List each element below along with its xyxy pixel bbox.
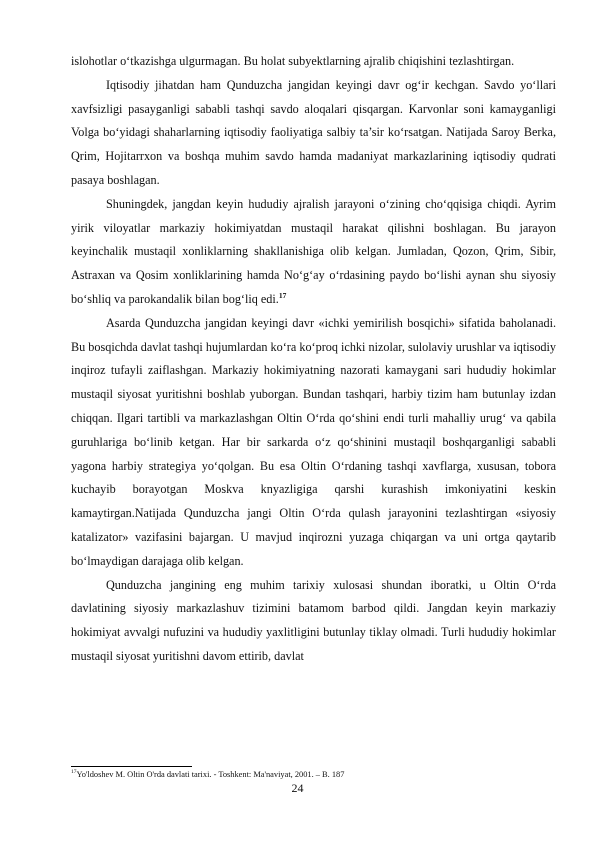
- paragraph-3: [71, 193, 556, 312]
- paragraph-4: Asarda Qunduzcha jangidan keyingi davr «ichki yemirilish bosqichi» sifatida baholanadi. Bu bosqichda davlat tashqi hujumlardan ko‘ra ko‘proq ichki nizolar, sulolaviy urushlar va iqtisodiy inqiroz tufayli zaiflashgan. Markaziy hokimiyatning nazorati kamaygani sari hududiy hokimlar mustaqil siyosat yuritishni boshlab yuborgan. Bundan tashqari, harbiy tizim ham butunlay izdan chiqqan. Ilgari tartibli va markazlashgan Oltin O‘rda qo‘shini endi turli mahalliy urug‘ va qabila guruhlariga bo‘linib ketgan. Har bir sarkarda o‘z qo‘shinini mustaqil boshqarganligi sababli yagona harbiy strategiya yo‘qolgan. Bu esa Oltin O‘rdaning tashqi xavflarga, xususan, tobora kuchayib borayotgan Moskva knyazligiga qarshi kurashish imkoniyatini keskin kamaytirgan.Natijada Qunduzcha jangi Oltin O‘rda qulash jarayonini tezlashtirgan «siyosiy katalizator» vazifasini bajargan. U mavjud inqirozni yuzaga chiqargan va uni ortga qaytarib bo‘lmaydigan darajaga olib kelgan.: [71, 315, 556, 568]
- footnote: [71, 769, 556, 780]
- paragraph-5: Qunduzcha jangining eng muhim tarixiy xulosasi shundan iboratki, u Oltin O‘rda davlatining siyosiy markazlashuv tizimini batamom barbod qildi. Jangdan keyin markaziy hokimiyat avvalgi nufuzini va hududiy yaxlitligini butunlay tiklay olmadi. Turli hududiy hokimlar mustaqil siyosat yuritishni davom ettirib, davlat: [71, 577, 556, 663]
- document-body: [71, 50, 556, 669]
- page-number: 24: [291, 781, 304, 795]
- paragraph-2: Iqtisodiy jihatdan ham Qunduzcha jangidan keyingi davr og‘ir kechgan. Savdo yo‘llari xavfsizligi pasayganligi sababli tashqi savdo aloqalari qisqargan. Karvonlar soni kamayganligi Volga bo‘yidagi shaharlarning iqtisodiy faoliyatiga salbiy ta’sir ko‘rsatgan. Natijada Saroy Berka, Qrim, Hojitarrxon va boshqa muhim savdo hamda madaniyat markazlarining iqtisodiy qudrati pasaya boshlagan.: [71, 77, 556, 187]
- footnote-number: 17: [71, 769, 77, 776]
- footnote-reference[interactable]: 17: [278, 290, 287, 300]
- footnote-text: Yo'ldoshev M. Oltin O'rda davlati tarixi. - Toshkent: Ma'naviyat, 2001. – B. 187: [76, 770, 345, 779]
- paragraph-3-text: Shuningdek, jangdan keyin hududiy ajralish jarayoni o‘zining cho‘qqisiga chiqdi. Ayrim yirik viloyatlar markaziy hokimiyatdan mustaqil harakat qilishni boshlagan. Bu jarayon keyinchalik mustaqil xonliklarning shakllanishiga olib kelgan. Jumladan, Qozon, Qrim, Sibir, Astraxan va Qosim xonliklarining hamda No‘g‘ay o‘rdasining paydo bo‘lishi aynan shu siyosiy bo‘shliq va parokandalik bilan bog‘liq edi.: [71, 196, 556, 306]
- footnote-separator: [71, 766, 192, 767]
- paragraph-1: islohotlar o‘tkazishga ulgurmagan. Bu holat subyektlarning ajralib chiqishini tezlashtirgan.: [71, 54, 515, 68]
